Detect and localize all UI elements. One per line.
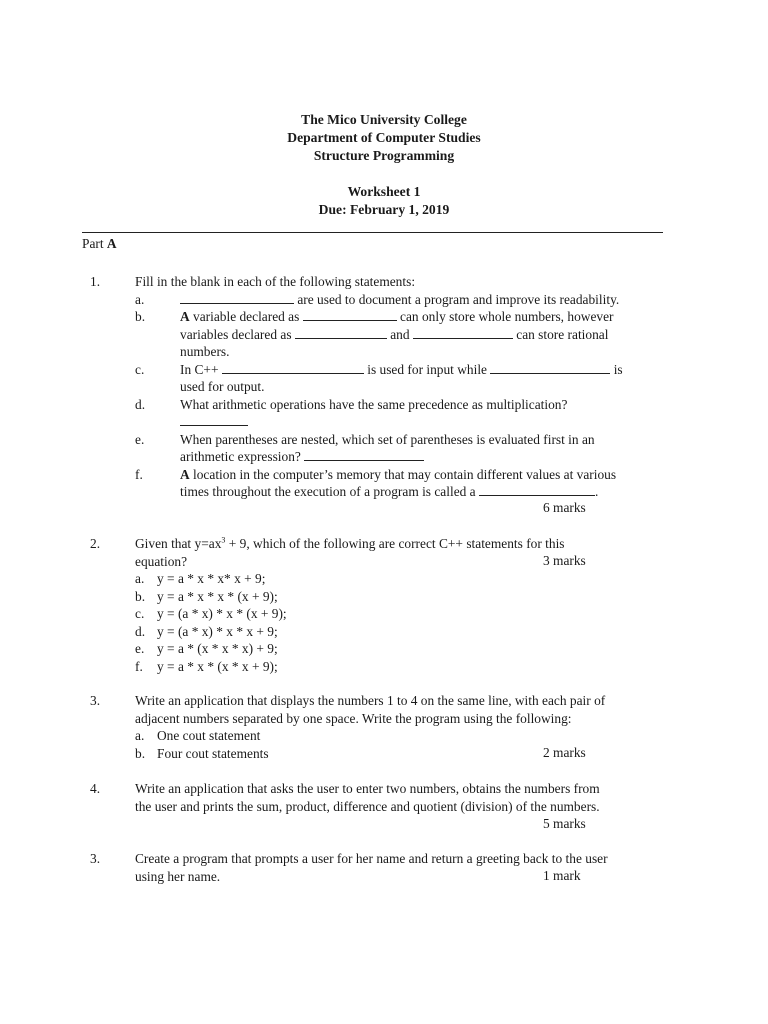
worksheet-title: Worksheet 1 (347, 184, 421, 199)
answer-blank[interactable] (180, 413, 248, 426)
option-item: c. y = (a * x) * x * (x + 9); (135, 606, 287, 621)
answer-blank[interactable] (413, 326, 513, 339)
institution-name: The Mico University College (301, 112, 467, 127)
option-item: e. y = a * (x * x * x) + 9; (135, 641, 278, 656)
worksheet-page: The Mico University College Department of Computer Studies Structure Programming Worksheet 1 Due: February 1, 2019 Part A 1. Fill in the blank in each of the following statements: a. are used to document a program and improve its readability. b. A variable declared as can only store whole numbers, however variables declared as and can store rational numbers. c. In C++ is used for input while is used for output. d. What arithmetic operations have the same precedence as multiplication? e. When parentheses are nested, which set of parentheses is evaluated first in an arithmetic expression? f. A location in the computer’s memory that may contain different values at various times throughout the execution of a program is called a . 6 marks 2. Given that $y=ax^3 + 9$, which of the following are correct C++ statements for this equation? a. y = a * x * x* x + 9; b. y = a * x * x * (x + 9); c. y = (a * x) * x * (x + 9); d. y = (a * x) * x * x + 9; e. y = a * (x * x * x) + 9; f. y = a * x * (x * x + 9); 3 marks 3. Write an application that displays the numbers 1 to 4 on the same line, with each pair of adjacent numbers separated by one space. Write the program using the following: a. One cout statement b. Four cout statements 2 marks 4. Write an application that asks the user to enter two numbers, obtains the numbers from the user and prints the sum, product, difference and quotient (division) of the numbers. 5 marks 3. Create a program that prompts a user for her name and return a greeting back to the user using her name. 1 mark (0, 0, 768, 1024)
answer-blank[interactable] (180, 291, 294, 304)
option-item: b. y = a * x * x * (x + 9); (135, 588, 278, 604)
answer-blank[interactable] (303, 308, 397, 321)
department-name: Department of Computer Studies (287, 130, 481, 145)
answer-blank[interactable] (295, 326, 387, 339)
question-number: 3. (90, 851, 101, 866)
option-item: f. y = a * x * (x * x + 9); (135, 658, 278, 674)
option-item: b. Four cout statements (135, 745, 269, 761)
question-number: 3. (90, 693, 101, 708)
question-1d: d. What arithmetic operations have the same precedence as multiplication? (135, 396, 680, 431)
part-letter: A (106, 236, 117, 251)
option-item: d. y = (a * x) * x * x + 9; (135, 623, 278, 639)
header-divider (82, 232, 663, 233)
option-item: a. One cout statement (135, 728, 261, 743)
question-5-marks: 1 mark (543, 868, 581, 883)
part-label: Part A (82, 236, 117, 251)
question-3-marks: 2 marks (543, 745, 586, 760)
answer-blank[interactable] (304, 448, 424, 461)
answer-blank[interactable] (490, 361, 610, 374)
question-1c: c. In C++ is used for input while is used for output. (135, 361, 623, 394)
question-2-marks: 3 marks (543, 553, 586, 568)
question-intro: Fill in the blank in each of the following statements: (135, 274, 416, 289)
due-date: Due: February 1, 2019 (318, 202, 450, 217)
question-1-marks: 6 marks (543, 500, 586, 515)
question-1f: f. A location in the computer’s memory that may contain different values at various times throughout the execution of a program is called a . (135, 466, 617, 499)
course-name: Structure Programming (313, 148, 455, 163)
answer-blank[interactable] (479, 483, 595, 496)
question-1b: b. A variable declared as can only store whole numbers, however variables declared as and can store rational numbers. (135, 309, 614, 359)
question-4-marks: 5 marks (543, 816, 586, 831)
question-number: 4. (90, 781, 101, 796)
question-2-options (135, 570, 680, 675)
question-1e: e. When parentheses are nested, which set of parentheses is evaluated first in an arithmetic expression? (135, 431, 595, 464)
question-1a: a. are used to document a program and improve its readability. (135, 291, 620, 307)
option-item: a. y = a * x * x* x + 9; (135, 571, 266, 586)
document-header (0, 111, 768, 219)
question-number: 1. (90, 274, 101, 289)
answer-blank[interactable] (222, 361, 364, 374)
question-number: 2. (90, 536, 101, 551)
